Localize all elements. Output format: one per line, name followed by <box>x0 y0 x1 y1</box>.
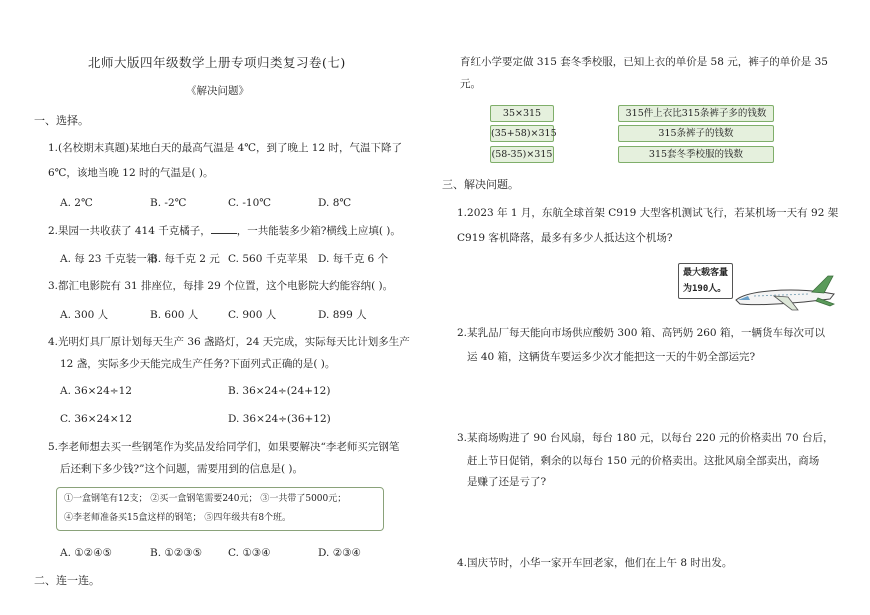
p1-line1: 1.2023 年 1 月，东航全球首架 C919 大型客机测试飞行，若某机场一天有 92 架 <box>457 207 839 219</box>
match-right-1[interactable]: 315件上衣比315条裤子多的钱数 <box>618 105 774 122</box>
p2-line2: 运 40 箱，这辆货车要运多少次才能把这一天的牛奶全部运完? <box>467 351 756 363</box>
q1-line1: 1.(名校期末真题)某地白天的最高气温是 4℃，到了晚上 12 时，气温下降了 <box>48 142 403 154</box>
q5-option-b: B. ①②③⑤ <box>150 547 203 559</box>
capacity-note-line2: 为190人。 <box>683 284 727 294</box>
match-right-2[interactable]: 315条裤子的钱数 <box>618 125 774 142</box>
q5-option-c: C. ①③④ <box>228 547 271 559</box>
q4-line2: 12 盏，实际多少天能完成生产任务?下面列式正确的是( )。 <box>60 358 336 370</box>
q5-line2: 后还剩下多少钱?”这个问题，需要用到的信息是( )。 <box>60 463 304 475</box>
match-left-3[interactable]: (58-35)×315 <box>490 146 554 163</box>
section-3-heading: 三、解决问题。 <box>442 178 519 191</box>
q4-option-d: D. 36×24÷(36+12) <box>228 413 331 425</box>
q3-option-b: B. 600 人 <box>150 309 199 321</box>
q1-option-b: B. -2℃ <box>150 197 187 209</box>
capacity-note <box>678 263 733 299</box>
q3-option-c: C. 900 人 <box>228 309 277 321</box>
p3-line2: 赶上节日促销，剩余的以每台 150 元的价格卖出。这批风扇全部卖出，商场 <box>467 455 820 467</box>
q2-option-d: D. 每千克 6 个 <box>318 253 389 265</box>
p3-line3: 是赚了还是亏了? <box>467 476 547 488</box>
q1-line2: 6℃，该地当晚 12 时的气温是( )。 <box>48 167 214 179</box>
matching-intro-line1: 育红小学要定做 315 套冬季校服，已知上衣的单价是 58 元，裤子的单价是 35 <box>460 56 828 68</box>
section-2-heading: 二、连一连。 <box>34 574 100 587</box>
q2-option-b: B. 每千克 2 元 <box>150 253 220 265</box>
section-1-heading: 一、选择。 <box>34 114 89 127</box>
matching-intro-line2: 元。 <box>460 78 481 90</box>
q5-option-a: A. ①②④⑤ <box>60 547 112 559</box>
q4-option-b: B. 36×24÷(24+12) <box>228 385 331 397</box>
page-subtitle: 《解决问题》 <box>186 85 249 97</box>
airplane-icon <box>730 270 840 316</box>
match-right-3[interactable]: 315套冬季校服的钱数 <box>618 146 774 163</box>
match-left-2[interactable]: (35+58)×315 <box>490 125 554 142</box>
q1-option-d: D. 8℃ <box>318 197 352 209</box>
q2-text-b: ，一共能装多少箱?横线上应填( )。 <box>236 225 401 237</box>
q3-line1: 3.都汇电影院有 31 排座位，每排 29 个位置，这个电影院大约能容纳( )。 <box>48 280 394 292</box>
capacity-note-line1: 最大载客量 <box>683 268 729 278</box>
p1-line2: C919 客机降落，最多有多少人抵达这个机场? <box>457 232 673 244</box>
q3-option-d: D. 899 人 <box>318 309 367 321</box>
q1-option-c: C. -10℃ <box>228 197 271 209</box>
q3-option-a: A. 300 人 <box>60 309 109 321</box>
q5-option-d: D. ②③④ <box>318 547 361 559</box>
p4-line1: 4.国庆节时，小华一家开车回老家，他们在上午 8 时出发。 <box>457 557 733 569</box>
match-left-1[interactable]: 35×315 <box>490 105 554 122</box>
p2-line1: 2.某乳品厂每天能向市场供应酸奶 300 箱、高钙奶 260 箱，一辆货车每次可以 <box>457 327 825 339</box>
q1-option-a: A. 2℃ <box>60 197 93 209</box>
q4-option-a: A. 36×24÷12 <box>60 385 132 397</box>
q5-line1: 5.李老师想去买一些钢笔作为奖品发给同学们，如果要解决“李老师买完钢笔 <box>48 441 400 453</box>
q2-line1 <box>48 223 401 238</box>
q5-info-line1: ①一盒钢笔有12支； ②买一盒钢笔需要240元； ③一共带了5000元； <box>64 494 347 504</box>
page-title: 北师大版四年级数学上册专项归类复习卷(七) <box>88 55 346 70</box>
q4-option-c: C. 36×24×12 <box>60 413 133 425</box>
p3-line1: 3.某商场购进了 90 台风扇，每台 180 元，以每台 220 元的价格卖出 70 台后， <box>457 432 834 444</box>
q2-blank <box>211 223 237 234</box>
q4-line1: 4.光明灯具厂原计划每天生产 36 盏路灯，24 天完成，实际每天比计划多生产 <box>48 336 410 348</box>
q5-info-line2: ④李老师准备买15盒这样的钢笔； ⑤四年级共有8个班。 <box>64 513 292 523</box>
q2-option-a: A. 每 23 千克装一箱 <box>60 253 158 265</box>
q2-text-a: 2.果园一共收获了 414 千克橘子， <box>48 225 211 237</box>
q2-option-c: C. 560 千克苹果 <box>228 253 308 265</box>
